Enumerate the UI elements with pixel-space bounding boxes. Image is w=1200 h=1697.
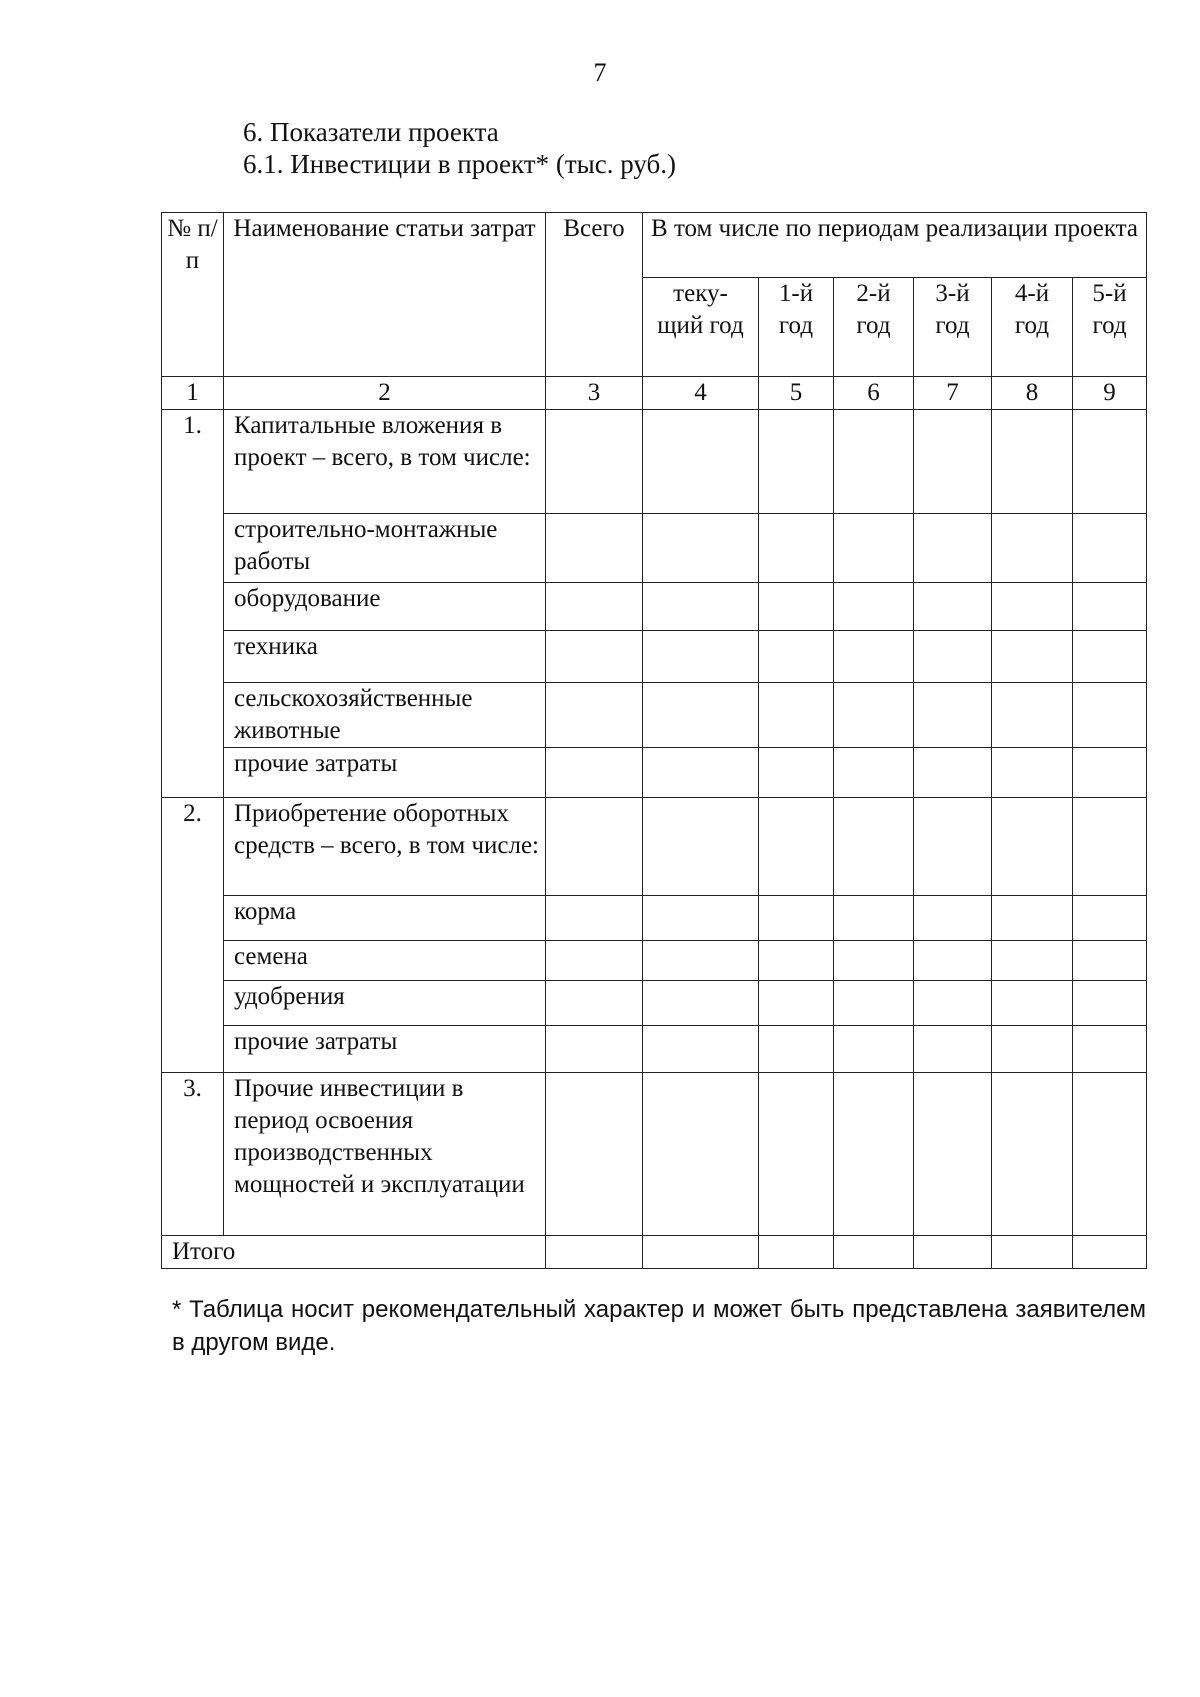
column-number: 4 — [643, 377, 759, 410]
subsection-title: 6.1. Инвестиции в проект* (тыс. руб.) — [243, 149, 677, 179]
column-number: 9 — [1073, 377, 1147, 410]
table-row — [162, 981, 1147, 1026]
table-row — [162, 896, 1147, 941]
section-number: 2. — [162, 798, 224, 1073]
column-number: 5 — [759, 377, 834, 410]
header-period-current: теку-щий год — [643, 278, 759, 377]
header-periods-group: В том числе по периодам реализации проекта — [643, 213, 1147, 278]
table-row — [162, 941, 1147, 981]
section-title-cell: Прочие инвестиции в период освоения производственных мощностей и эксплуатации — [224, 1073, 546, 1236]
header-total: Всего — [546, 213, 643, 377]
section-title-cell: Приобретение оборотных средств – всего, в том числе: — [224, 798, 546, 896]
table-row — [162, 748, 1147, 798]
column-number: 2 — [224, 377, 546, 410]
table-row — [162, 1026, 1147, 1073]
item-label: техника — [224, 631, 546, 683]
item-label: прочие затраты — [224, 748, 546, 798]
section-title-cell: Капитальные вложения в проект – всего, в том числе: — [224, 410, 546, 514]
footnote: * Таблица носит рекомендательный характер и может быть представлена заявителем в другом виде. — [172, 1296, 1146, 1356]
table-row — [162, 583, 1147, 631]
section-title: 6. Показатели проекта — [243, 117, 499, 147]
item-label: семена — [224, 941, 546, 981]
item-label: сельскохозяйственные животные — [224, 683, 546, 748]
table-row — [162, 514, 1147, 583]
table-row — [162, 631, 1147, 683]
table-row — [162, 1073, 1147, 1236]
header-period-4: 4-й год — [992, 278, 1073, 377]
total-label: Итого — [162, 1236, 546, 1269]
section-number: 3. — [162, 1073, 224, 1236]
column-number: 3 — [546, 377, 643, 410]
header-num: № п/п — [162, 213, 224, 377]
investment-table — [161, 212, 1147, 1269]
header-period-2: 2-й год — [834, 278, 914, 377]
column-number: 7 — [914, 377, 992, 410]
header-period-5: 5-й год — [1073, 278, 1147, 377]
table-row — [162, 410, 1147, 514]
item-label: прочие затраты — [224, 1026, 546, 1073]
item-label: корма — [224, 896, 546, 941]
header-name: Наименование статьи затрат — [224, 213, 546, 377]
column-number: 6 — [834, 377, 914, 410]
total-row — [162, 1236, 1147, 1269]
section-number: 1. — [162, 410, 224, 798]
column-number: 8 — [992, 377, 1073, 410]
header-period-3: 3-й год — [914, 278, 992, 377]
header-period-1: 1-й год — [759, 278, 834, 377]
item-label: удобрения — [224, 981, 546, 1026]
column-number: 1 — [162, 377, 224, 410]
header-row-1 — [162, 213, 1147, 278]
table-row — [162, 683, 1147, 748]
table-row — [162, 798, 1147, 896]
column-number-row — [162, 377, 1147, 410]
item-label: оборудование — [224, 583, 546, 631]
page-number: 7 — [593, 58, 607, 87]
item-label: строительно-монтажные работы — [224, 514, 546, 583]
